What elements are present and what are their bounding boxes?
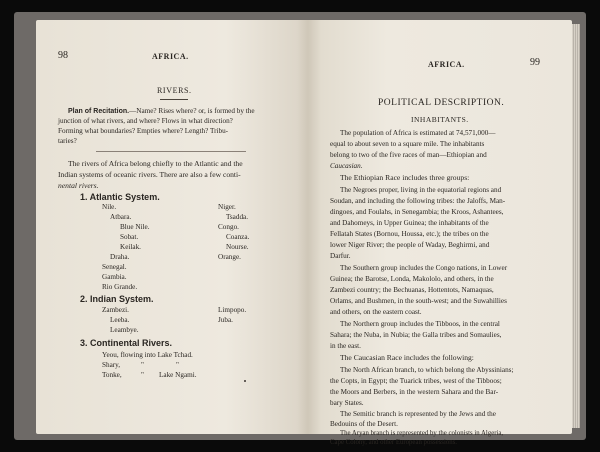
rivers-section-title: RIVERS. bbox=[157, 86, 192, 95]
right-page-number: 99 bbox=[530, 57, 540, 68]
indian-river-1: Zambezi. bbox=[102, 306, 129, 314]
atlantic-river-9: Rio Grande. bbox=[102, 283, 138, 291]
plan-line-4: taries? bbox=[58, 137, 77, 145]
atlantic-river-12: Congo. bbox=[218, 223, 239, 231]
negroes-line-2: Soudan, and including the following tribes: the Jaloffs, Man- bbox=[330, 197, 506, 205]
negroes-line-5: Fellatah States (Bornou, Houssa, etc.); the tribes on the bbox=[330, 230, 489, 238]
southern-line-1: The Southern group includes the Congo nations, in Lower bbox=[340, 264, 508, 272]
population-line-2: equal to about seven to a square mile. The inhabitants bbox=[330, 140, 485, 148]
plan-line-2: junction of what rivers, and where? Flows in what direction? bbox=[58, 117, 233, 125]
print-speck bbox=[244, 380, 246, 382]
aryan-line-2: Cape Colony, and other European possessions. bbox=[330, 439, 457, 446]
southern-line-4: Orlams, and Bushmen, in the south-west; and the Suwahillies bbox=[330, 297, 507, 305]
southern-line-3: Zambezi country; the Bechuanas, Hottentots, Namaquas, bbox=[330, 286, 494, 294]
inhabitants-subtitle: INHABITANTS. bbox=[411, 115, 469, 124]
ethiopian-race-heading: The Ethiopian Race includes three groups: bbox=[340, 173, 470, 182]
atlantic-river-7: Senegal. bbox=[102, 263, 127, 271]
north-african-line-4: bary States. bbox=[330, 399, 364, 407]
atlantic-river-2: Atbara. bbox=[110, 213, 132, 221]
ditto-mark: " bbox=[141, 361, 144, 369]
northern-line-3: in the east. bbox=[330, 342, 361, 350]
continental-line-1: Yeou, flowing into Lake Tchad. bbox=[102, 351, 193, 359]
indian-river-5: Juba. bbox=[218, 316, 233, 324]
ditto-mark: " bbox=[176, 361, 179, 369]
caucasian-race-heading: The Caucasian Race includes the following: bbox=[340, 353, 474, 362]
population-line-1: The population of Africa is estimated at 74,571,000— bbox=[340, 129, 496, 137]
title-rule bbox=[160, 99, 188, 100]
plan-line-3: Forming what boundaries? Empties where? Length? Tribu- bbox=[58, 127, 229, 135]
population-line-3: belong to two of the five races of man—Ethiopian and bbox=[330, 151, 487, 159]
semitic-line-1: The Semitic branch is represented by the Jews and the bbox=[340, 410, 496, 418]
atlantic-river-1: Nile. bbox=[102, 203, 117, 211]
right-page bbox=[308, 20, 572, 446]
intro-line-2: Indian systems of oceanic rivers. There are also a few conti- bbox=[58, 170, 241, 179]
atlantic-river-11: Tsadda. bbox=[226, 213, 249, 221]
indian-river-4: Limpopo. bbox=[218, 306, 247, 314]
atlantic-river-15: Orange. bbox=[218, 253, 241, 261]
intro-line-1: The rivers of Africa belong chiefly to the Atlantic and the bbox=[68, 159, 243, 168]
north-african-line-1: The North African branch, to which belong the Abyssinians; bbox=[340, 366, 514, 374]
southern-line-2: Guinea; the Barotse, Londa, Makololo, and others, in the bbox=[330, 275, 494, 283]
continental-line-2: Shary, bbox=[102, 361, 121, 369]
atlantic-river-14: Nourse. bbox=[226, 243, 249, 251]
north-african-line-2: the Copts, in Egypt; the Tuarick tribes, west of the Tibboos; bbox=[330, 377, 502, 385]
plan-rule bbox=[96, 151, 246, 152]
atlantic-river-6: Draha. bbox=[110, 253, 130, 261]
atlantic-river-4: Sobat. bbox=[120, 233, 139, 241]
atlantic-river-3: Blue Nile. bbox=[120, 223, 150, 231]
atlantic-river-8: Gambia. bbox=[102, 273, 127, 281]
ditto-mark: " bbox=[141, 371, 144, 379]
atlantic-heading: 1. Atlantic System. bbox=[80, 192, 160, 202]
north-african-line-3: the Moors and Berbers, in the western Sahara and the Bar- bbox=[330, 388, 499, 396]
negroes-line-6: lower Niger River; the people of Waday, Beghirmi, and bbox=[330, 241, 490, 249]
open-book bbox=[14, 12, 586, 446]
political-description-title: POLITICAL DESCRIPTION. bbox=[378, 98, 505, 108]
left-page-number: 98 bbox=[58, 50, 68, 61]
lake-ngami: Lake Ngami. bbox=[159, 371, 197, 379]
right-running-header: AFRICA. bbox=[428, 60, 465, 69]
atlantic-river-5: Keilak. bbox=[120, 243, 141, 251]
southern-line-5: and others, on the eastern coast. bbox=[330, 308, 422, 316]
left-page bbox=[36, 20, 308, 434]
indian-river-2: Leeba. bbox=[110, 316, 130, 324]
indian-heading: 2. Indian System. bbox=[80, 294, 154, 304]
aryan-line-1: The Aryan branch is represented by the colonists in Algeria, bbox=[340, 430, 504, 437]
negroes-line-3: dingoes, and Foulahs, in Senegambia; the Kroos, Ashantees, bbox=[330, 208, 504, 216]
negroes-line-4: and Dahomeys, in Upper Guinea; the inhabitants of the bbox=[330, 219, 489, 227]
atlantic-river-13: Coanza. bbox=[226, 233, 250, 241]
continental-line-3: Tonke, bbox=[102, 371, 122, 379]
indian-river-3: Leambye. bbox=[110, 326, 139, 334]
plan-line-1: Plan of Recitation.—Name? Rises where? or, is formed by the bbox=[68, 107, 255, 115]
semitic-line-2: Bedouins of the Desert. bbox=[330, 420, 398, 428]
northern-line-2: Sahara; the Nuba, in Nubia; the Galla tribes and Somaulies, bbox=[330, 331, 502, 339]
negroes-line-1: The Negroes proper, living in the equatorial regions and bbox=[340, 186, 502, 194]
atlantic-river-10: Niger. bbox=[218, 203, 236, 211]
continental-heading: 3. Continental Rivers. bbox=[80, 338, 173, 348]
negroes-line-7: Darfur. bbox=[330, 252, 351, 260]
left-running-header: AFRICA. bbox=[152, 52, 189, 61]
population-line-4: Caucasian. bbox=[330, 162, 363, 170]
intro-line-3: nental rivers. bbox=[58, 181, 99, 190]
northern-line-1: The Northern group includes the Tibboos, in the central bbox=[340, 320, 500, 328]
